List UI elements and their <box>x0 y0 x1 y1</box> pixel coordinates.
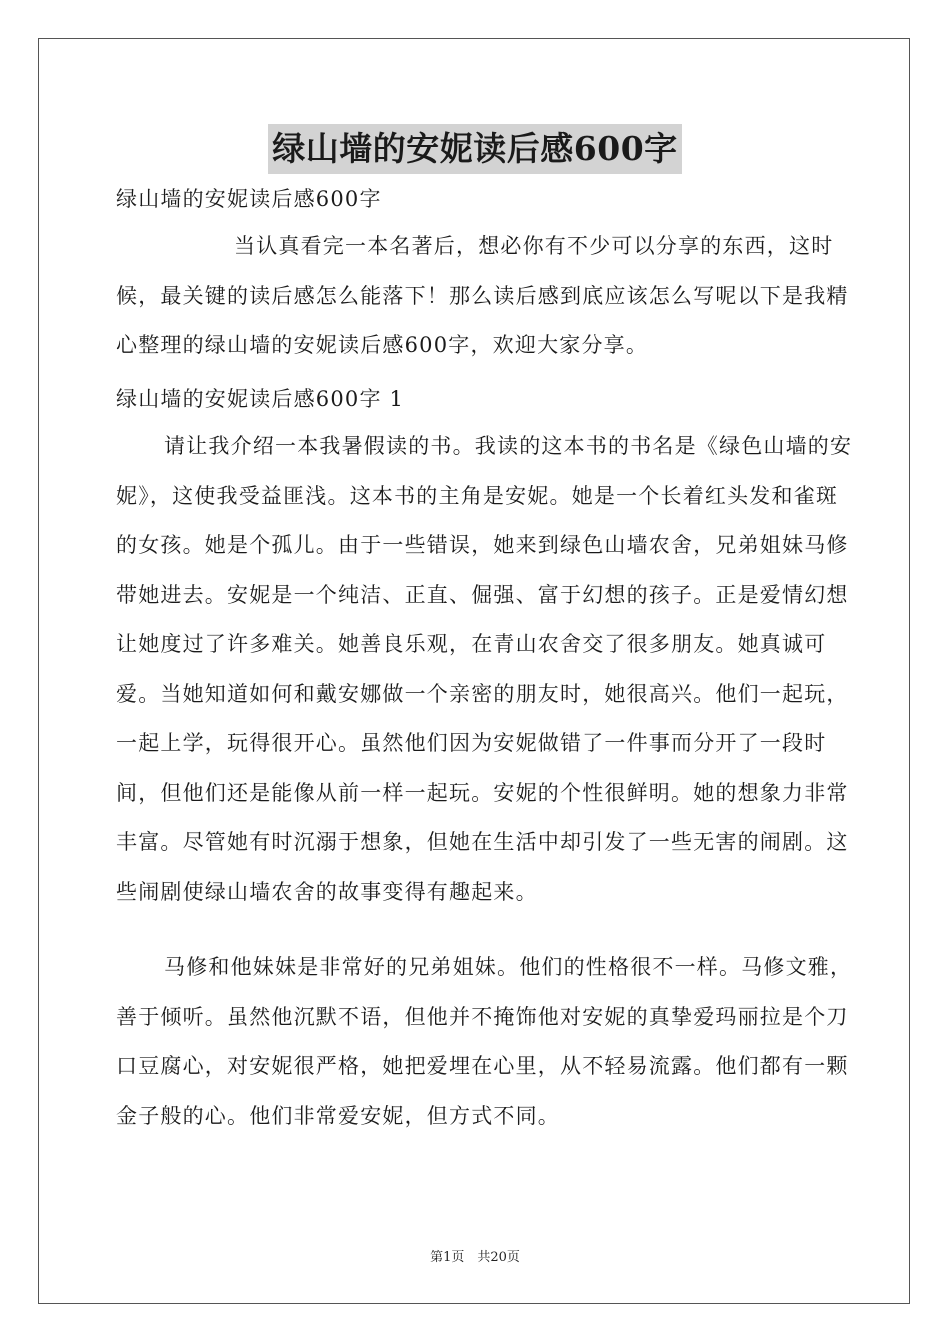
document-subtitle: 绿山墙的安妮读后感600字 <box>116 187 382 211</box>
document-title: 绿山墙的安妮读后感600字 <box>268 124 681 174</box>
body-paragraph-2: 马修和他妹妹是非常好的兄弟姐妹。他们的性格很不一样。马修文雅，善于倾听。虽然他沉默不语，但他并不掩饰他对安妮的真挚爱玛丽拉是个刀口豆腐心，对安妮很严格，她把爱埋在心里，从不轻易流露。他们都有一颗金子般的心。他们非常爱安妮，但方式不同。 <box>116 955 853 1128</box>
section-heading: 绿山墙的安妮读后感600字 1 <box>116 387 405 411</box>
intro-paragraph: 当认真看完一本名著后，想必你有不少可以分享的东西，这时候，最关键的读后感怎么能落下！那么读后感到底应该怎么写呢以下是我精心整理的绿山墙的安妮读后感600字，欢迎大家分享。 <box>116 234 849 357</box>
title-container <box>0 124 950 174</box>
body-paragraph-1: 请让我介绍一本我暑假读的书。我读的这本书的书名是《绿色山墙的安妮》，这使我受益匪浅。这本书的主角是安妮。她是一个长着红头发和雀斑的女孩。她是个孤儿。由于一些错误，她来到绿色山墙农舍，兄弟姐妹马修带她进去。安妮是一个纯洁、正直、倔强、富于幻想的孩子。正是爱情幻想让她度过了许多难关。她善良乐观，在青山农舍交了很多朋友。她真诚可爱。当她知道如何和戴安娜做一个亲密的朋友时，她很高兴。他们一起玩，一起上学，玩得很开心。虽然他们因为安妮做错了一件事而分开了一段时间，但他们还是能像从前一样一起玩。安妮的个性很鲜明。她的想象力非常丰富。尽管她有时沉溺于想象，但她在生活中却引发了一些无害的闹剧。这些闹剧使绿山墙农舍的故事变得有趣起来。 <box>116 434 853 904</box>
page-number-footer: 第1页 共20页 <box>430 1250 520 1265</box>
